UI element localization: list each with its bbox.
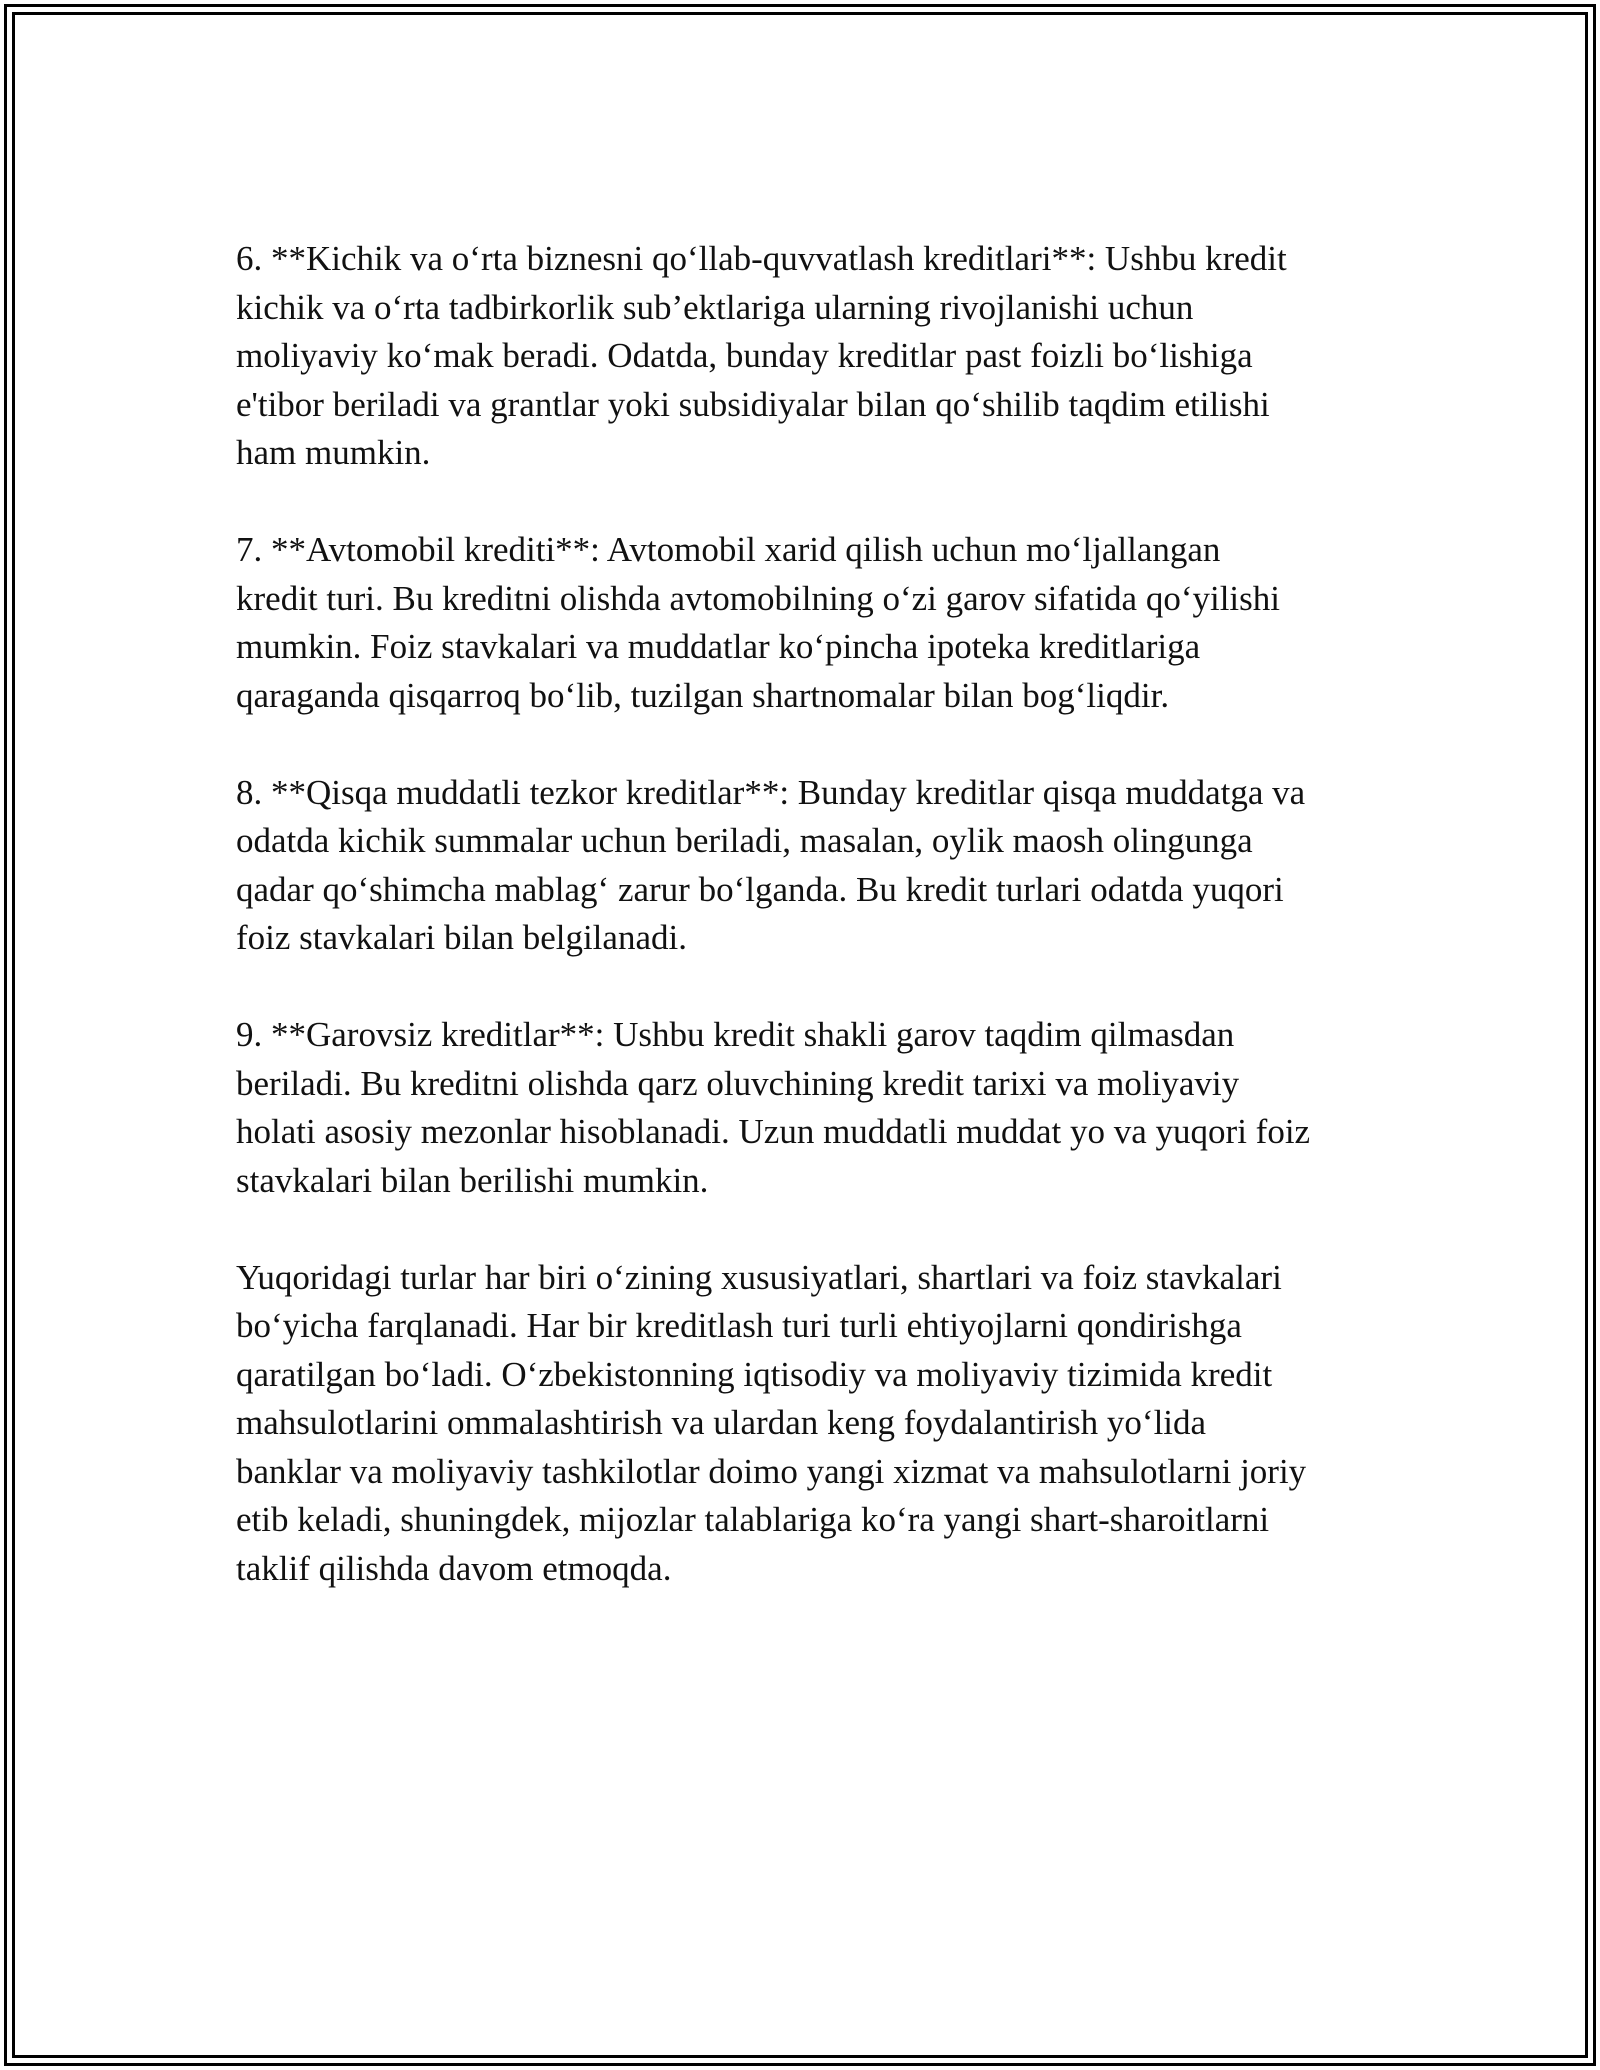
paragraph-short-term-loans: [236, 769, 1376, 963]
text-line: mumkin. Foiz stavkalari va muddatlar ko‘pincha ipoteka kreditlariga: [236, 627, 1201, 666]
text-line: mahsulotlarini ommalashtirish va ulardan keng foydalantirish yo‘lida: [236, 1403, 1207, 1442]
text-line: 6. **Kichik va o‘rta biznesni qo‘llab-quvvatlash kreditlari**: Ushbu kredit: [236, 239, 1287, 278]
text-line: e'tibor beriladi va grantlar yoki subsidiyalar bilan qo‘shilib taqdim etilishi: [236, 384, 1270, 424]
text-line: 8. **Qisqa muddatli tezkor kreditlar**: Bunday kreditlar qisqa muddatga va: [236, 772, 1306, 812]
text-line: qaratilgan bo‘ladi. O‘zbekistonning iqtisodiy va moliyaviy tizimida kredit: [236, 1354, 1273, 1394]
text-line: moliyaviy ko‘mak beradi. Odatda, bunday kreditlar past foizli bo‘lishiga: [236, 336, 1253, 375]
paragraph-auto-loans: [236, 526, 1376, 720]
text-line: 9. **Garovsiz kreditlar**: Ushbu kredit shakli garov taqdim qilmasdan: [236, 1015, 1235, 1054]
text-line: Yuqoridagi turlar har biri o‘zining xususiyatlari, shartlari va foiz stavkalari: [236, 1257, 1282, 1297]
text-line: stavkalari bilan berilishi mumkin.: [236, 1160, 709, 1200]
text-line: 7. **Avtomobil krediti**: Avtomobil xarid qilish uchun mo‘ljallangan: [236, 530, 1221, 569]
paragraph-unsecured-loans: [236, 1011, 1376, 1205]
text-line: ham mumkin.: [236, 433, 431, 472]
text-line: qadar qo‘shimcha mablag‘ zarur bo‘lganda. Bu kredit turlari odatda yuqori: [236, 869, 1284, 909]
document-body: [236, 235, 1376, 1642]
text-line: foiz stavkalari bilan belgilanadi.: [236, 918, 687, 957]
paragraph-conclusion: [236, 1254, 1376, 1594]
text-line: holati asosiy mezonlar hisoblanadi. Uzun muddatli muddat yo va yuqori foiz: [236, 1112, 1311, 1151]
text-line: etib keladi, shuningdek, mijozlar talablariga ko‘ra yangi shart-sharoitlarni: [236, 1500, 1270, 1539]
text-line: taklif qilishda davom etmoqda.: [236, 1548, 672, 1588]
text-line: kredit turi. Bu kreditni olishda avtomobilning o‘zi garov sifatida qo‘yilishi: [236, 578, 1281, 618]
paragraph-sme-loans: [236, 235, 1376, 478]
text-line: bo‘yicha farqlanadi. Har bir kreditlash turi turli ehtiyojlarni qondirishga: [236, 1306, 1242, 1345]
text-line: qaraganda qisqarroq bo‘lib, tuzilgan shartnomalar bilan bog‘liqdir.: [236, 675, 1170, 715]
text-line: banklar va moliyaviy tashkilotlar doimo yangi xizmat va mahsulotlarni joriy: [236, 1451, 1307, 1491]
text-line: odatda kichik summalar uchun beriladi, masalan, oylik maosh olingunga: [236, 821, 1253, 860]
text-line: kichik va o‘rta tadbirkorlik sub’ektlariga ularning rivojlanishi uchun: [236, 287, 1194, 327]
text-line: beriladi. Bu kreditni olishda qarz oluvchining kredit tarixi va moliyaviy: [236, 1063, 1240, 1103]
